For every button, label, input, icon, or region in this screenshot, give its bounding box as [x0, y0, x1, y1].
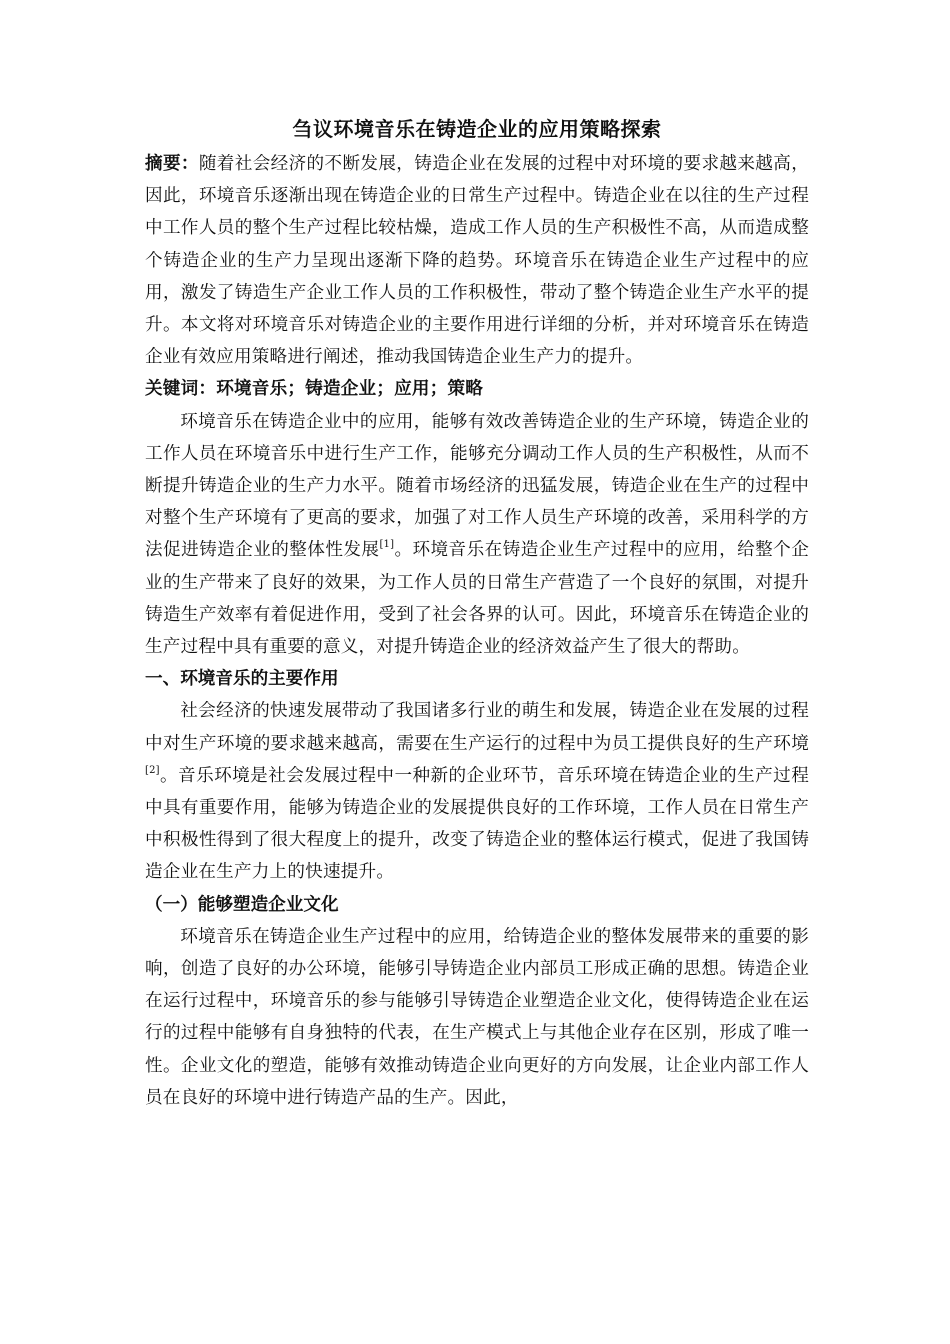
section-1-paragraph	[145, 695, 809, 888]
intro-text-2: 。环境音乐在铸造企业生产过程中的应用，给整个企业的生产带来了良好的效果，为工作人员的日常生产营造了一个良好的氛围，对提升铸造生产效率有着促进作用，受到了社会各界的认可。因此，环境音乐在铸造企业的生产过程中具有重要的意义，对提升铸造企业的经济效益产生了很大的帮助。	[145, 540, 809, 658]
citation-1: [1]	[379, 539, 395, 551]
abstract-label: 摘要：	[145, 154, 199, 174]
abstract-paragraph	[145, 148, 809, 373]
subsection-1-heading: （一）能够塑造企业文化	[145, 893, 339, 915]
intro-text-1: 环境音乐在铸造企业中的应用，能够有效改善铸造企业的生产环境，铸造企业的工作人员在环境音乐中进行生产工作，能够充分调动工作人员的生产积极性，从而不断提升铸造企业的生产力水平。随着市场经济的迅猛发展，铸造企业在生产的过程中对整个生产环境有了更高的要求，加强了对工作人员生产环境的改善，采用科学的方法促进铸造企业的整体性发展	[145, 411, 809, 561]
intro-paragraph	[145, 406, 809, 664]
document-title: 刍议环境音乐在铸造企业的应用策略探索	[292, 117, 662, 141]
keywords-text: 环境音乐；铸造企业；应用；策略	[216, 379, 484, 400]
section-1-heading: 一、环境音乐的主要作用	[145, 669, 339, 690]
keywords-paragraph	[145, 373, 809, 405]
document-page	[145, 112, 809, 1114]
keywords-label: 关键词：	[145, 379, 217, 400]
subsection-1-paragraph: 环境音乐在铸造企业生产过程中的应用，给铸造企业的整体发展带来的重要的影响，创造了良好的办公环境，能够引导铸造企业内部员工形成正确的思想。铸造企业在运行过程中，环境音乐的参与能够引导铸造企业塑造企业文化，使得铸造企业在运行的过程中能够有自身独特的代表，在生产模式上与其他企业存在区别，形成了唯一性。企业文化的塑造，能够有效推动铸造企业向更好的方向发展，让企业内部工作人员在良好的环境中进行铸造产品的生产。因此，	[145, 926, 809, 1108]
citation-2: [2]	[145, 764, 160, 776]
abstract-text: 随着社会经济的不断发展，铸造企业在发展的过程中对环境的要求越来越高，因此，环境音乐逐渐出现在铸造企业的日常生产过程中。铸造企业在以往的生产过程中工作人员的整个生产过程比较枯燥，造成工作人员的生产积极性不高，从而造成整个铸造企业的生产力呈现出逐渐下降的趋势。环境音乐在铸造企业生产过程中的应用，激发了铸造生产企业工作人员的工作积极性，带动了整个铸造企业生产水平的提升。本文将对环境音乐对铸造企业的主要作用进行详细的分析，并对环境音乐在铸造企业有效应用策略进行阐述，推动我国铸造企业生产力的提升。	[145, 154, 809, 368]
section-1-text-1: 社会经济的快速发展带动了我国诸多行业的萌生和发展，铸造企业在发展的过程中对生产环境的要求越来越高，需要在生产运行的过程中为员工提供良好的生产环境	[145, 701, 809, 754]
section-1-text-2: 。音乐环境是社会发展过程中一种新的企业环节，音乐环境在铸造企业的生产过程中具有重要作用，能够为铸造企业的发展提供良好的工作环境，工作人员在日常生产中积极性得到了很大程度上的提升，改变了铸造企业的整体运行模式，促进了我国铸造企业在生产力上的快速提升。	[145, 765, 809, 883]
